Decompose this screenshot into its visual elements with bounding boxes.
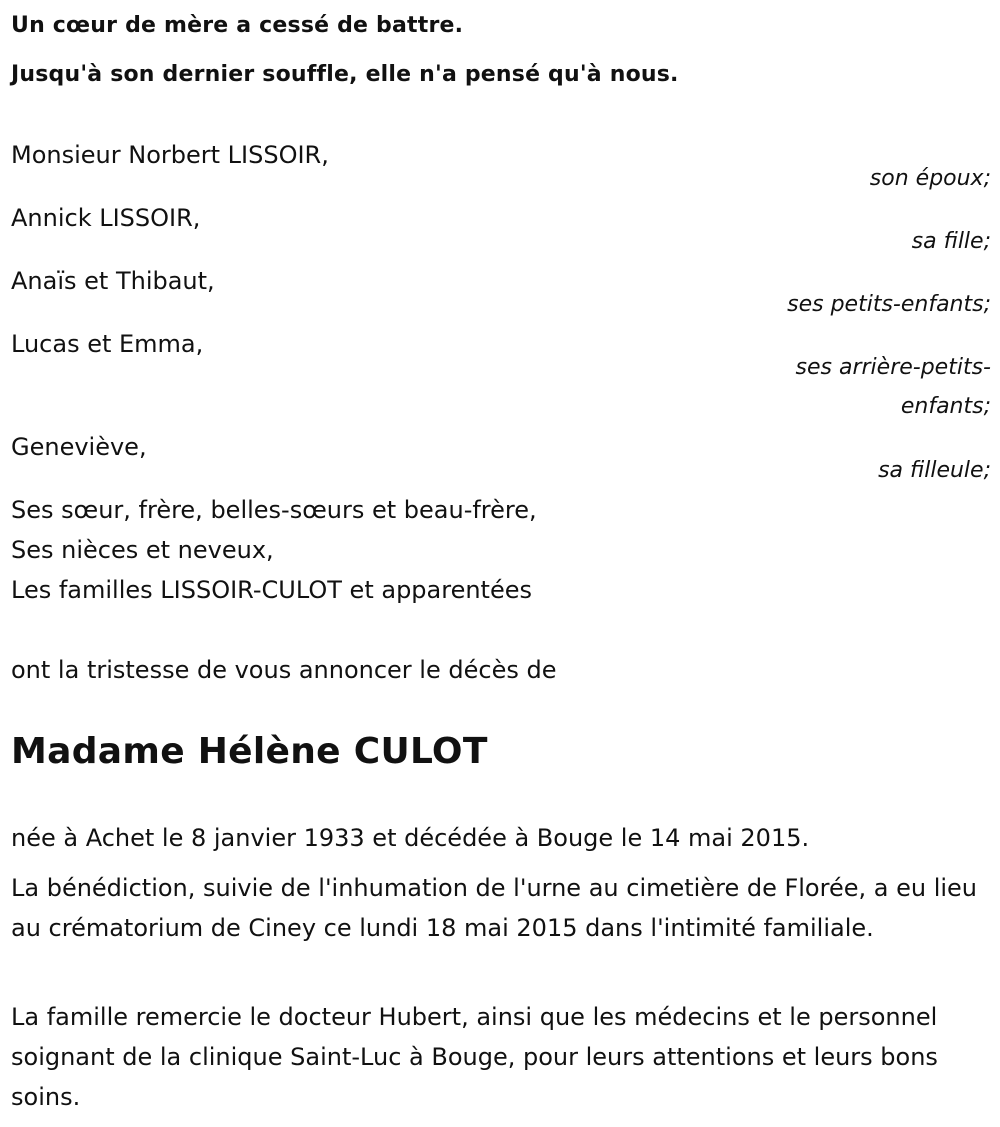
thanks-paragraph: La famille remercie le docteur Hubert, ainsi que les médecins et le personnel soignant de la clinique Saint-Luc à Bouge, pour leurs attentions et leurs bons soins. — [11, 1003, 938, 1111]
birth-death-paragraph: née à Achet le 8 janvier 1933 et décédée à Bouge le 14 mai 2015. — [11, 824, 810, 852]
announcement-text: ont la tristesse de vous annoncer le décès de — [11, 656, 557, 684]
relatives-line: Les familles LISSOIR-CULOT et apparentées — [11, 576, 533, 604]
quote-line-2: Jusqu'à son dernier souffle, elle n'a pensé qu'à nous. — [11, 62, 679, 87]
family-member-name: Anaïs et Thibaut, — [11, 267, 215, 295]
obituary-notice — [11, 0, 991, 1127]
family-member-name: Lucas et Emma, — [11, 330, 204, 358]
family-member-name: Geneviève, — [11, 433, 147, 461]
family-member-role: sa fille; — [911, 229, 991, 254]
deceased-name: Madame Hélène CULOT — [11, 731, 488, 772]
family-member-role: ses petits-enfants; — [787, 292, 991, 317]
family-member-role: sa filleule; — [878, 458, 991, 483]
family-member-name: Monsieur Norbert LISSOIR, — [11, 141, 329, 169]
quote-line-1: Un cœur de mère a cessé de battre. — [11, 13, 464, 38]
ceremony-paragraph: La bénédiction, suivie de l'inhumation de l'urne au cimetière de Florée, a eu lieu au crématorium de Ciney ce lundi 18 mai 2015 dans l'intimité familiale. — [11, 874, 977, 942]
family-member-name: Annick LISSOIR, — [11, 204, 201, 232]
relatives-line: Ses nièces et neveux, — [11, 536, 274, 564]
family-member-role: ses arrière-petits- — [795, 355, 991, 380]
family-member-role: son époux; — [869, 166, 991, 191]
relatives-line: Ses sœur, frère, belles-sœurs et beau-frère, — [11, 496, 537, 524]
family-member-role-continued: enfants; — [900, 394, 991, 419]
